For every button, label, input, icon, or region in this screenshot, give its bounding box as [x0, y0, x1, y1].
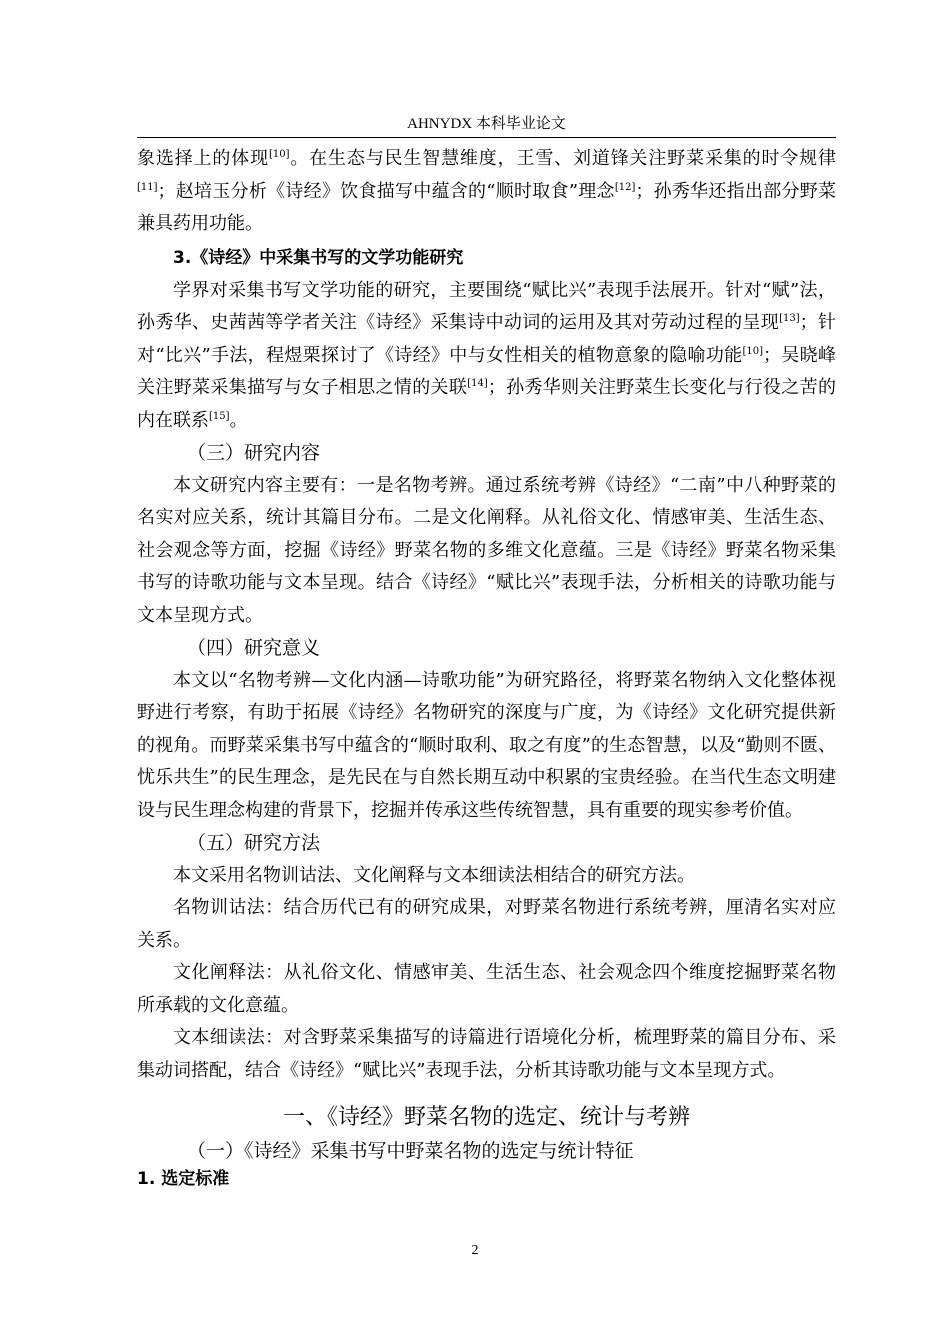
citation: [15]: [209, 410, 230, 422]
subsection-heading: 3.《诗经》中采集书写的文学功能研究: [173, 247, 464, 268]
citation: [10]: [268, 149, 290, 160]
section-heading-research-methods: （五）研究方法: [187, 832, 321, 854]
minor-heading: 1. 选定标准: [137, 1169, 230, 1189]
text-run: 。在生态与民生智慧维度，王雪、刘道锋关注野菜采集的时令规律: [289, 148, 837, 169]
header-rule: [137, 137, 836, 138]
paragraph-research-content: 本文研究内容主要有：一是名物考辨。通过系统考辨《诗经》“二南”中八种野菜的名实对应关系，统计其篇目分布。二是文化阐释。从礼俗文化、情感审美、生活生态、社会观念等方面，挖掘《诗经》野菜名物的多维文化意蕴。三是《诗经》野菜名物采集书写的诗歌功能与文本呈现。结合《诗经》“赋比兴”表现手法，分析相关的诗歌功能与文本呈现方式。: [137, 474, 836, 626]
paragraph-continuation: [137, 143, 836, 241]
section-heading-research-content: （三）研究内容: [187, 442, 321, 464]
page-body: [137, 143, 836, 1191]
paragraph-methods-intro: 本文采用名物训诂法、文化阐释与文本细读法相结合的研究方法。: [173, 864, 695, 886]
citation: [12]: [614, 181, 636, 193]
paragraph-research-significance: 本文以“名物考辨—文化内涵—诗歌功能”为研究路径，将野菜名物纳入文化整体视野进行考察，有助于拓展《诗经》名物研究的深度与广度，为《诗经》文化研究提供新的视角。而野菜采集书写中蕴含的“顺时取利、取之有度”的生态智慧，以及“勤则不匮、忧乐共生”的民生理念，是先民在与自然长期互动中积累的宝贵经验。在当代生态文明建设与民生理念构建的背景下，挖掘并传承这些传统智慧，具有重要的现实参考价值。: [137, 669, 836, 821]
text-run: 。: [229, 409, 248, 431]
text-run: ；针对“比兴”手法，程煜栗探讨了《诗经》中与女性相关的植物意象的隐喻功能: [137, 312, 837, 366]
citation: [10]: [742, 345, 764, 357]
running-header: AHNYDX 本科毕业论文: [407, 116, 566, 132]
text-run: ；孙秀华则关注野菜生长变化与行役之苦的内在联系: [137, 377, 836, 431]
section-heading-research-significance: （四）研究意义: [187, 637, 321, 659]
chapter-heading: 一、《诗经》野菜名物的选定、统计与考辨: [282, 1105, 690, 1130]
citation: [13]: [779, 313, 800, 324]
text-run: ；孙秀华还指出部分野菜兼具药用功能。: [137, 180, 837, 234]
text-run: ；吴晓峰关注野菜采集描写与女子相思之情的关联: [137, 344, 837, 398]
text-run: ；赵培玉分析《诗经》饮食描写中蕴含的“顺时取食”理念: [157, 180, 615, 202]
paragraph-method-cultural: 文化阐释法：从礼俗文化、情感审美、生活生态、社会观念四个维度挖掘野菜名物所承载的文化意蕴。: [137, 962, 836, 1016]
citation: [14]: [467, 378, 488, 389]
paragraph-method-close-reading: 文本细读法：对含野菜采集描写的诗篇进行语境化分析，梳理野菜的篇目分布、采集动词搭配，结合《诗经》“赋比兴”表现手法，分析其诗歌功能与文本呈现方式。: [137, 1027, 836, 1081]
text-run: 学界对采集书写文学功能的研究，主要围绕“赋比兴”表现手法展开。针对“赋”法，孙秀华、史茜茜等学者关注《诗经》采集诗中动词的运用及其对劳动过程的呈现: [137, 279, 836, 333]
citation: [11]: [137, 181, 158, 193]
text-run: 象选择上的体现: [137, 148, 269, 169]
paragraph-literary-function: [137, 275, 836, 438]
page-number: 2: [471, 1243, 479, 1258]
paragraph-method-exegesis: 名物训诂法：结合历代已有的研究成果，对野菜名物进行系统考辨，厘清名实对应关系。: [137, 897, 836, 951]
chapter-section-heading: （一）《诗经》采集书写中野菜名物的选定与统计特征: [187, 1140, 634, 1162]
